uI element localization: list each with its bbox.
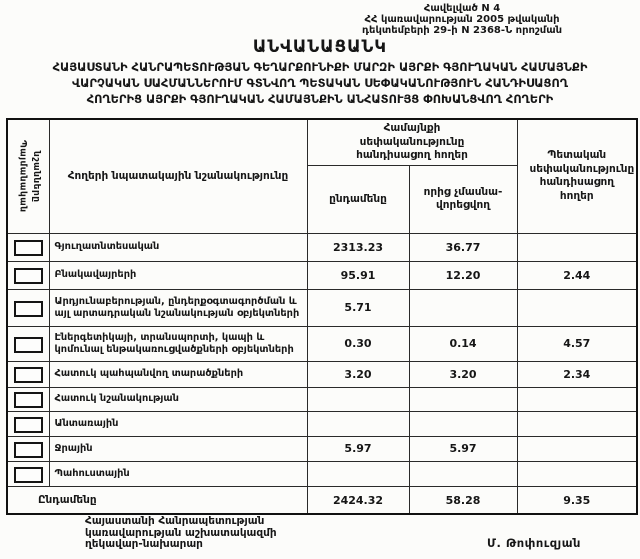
cell-state <box>517 387 637 411</box>
purpose-column-header: Հողերի նպատակային նշանակությունը <box>49 119 307 233</box>
cell-state <box>517 461 637 486</box>
symbols-column-header-label: Պայմանական նշանները <box>17 140 41 213</box>
legend-box-icon <box>14 240 43 256</box>
legend-box-icon <box>14 442 43 458</box>
subtitle-line: ՎԱՐՉԱԿԱՆ ՍԱՀՄԱՆՆԵՐՈՒՄ ԳՏՆՎՈՂ ՊԵՏԱԿԱՆ ՍԵՓԱԿԱՆՈՒԹՅՈՒՆ ՀԱՆԴԻՍԱՑՈՂ <box>72 76 568 90</box>
cell-community-total <box>307 411 409 436</box>
total-nonprivatized: 58.28 <box>409 486 517 514</box>
symbol-cell <box>7 261 49 289</box>
legend-box-icon <box>14 337 43 353</box>
cell-state: 4.57 <box>517 326 637 361</box>
cell-community-total <box>307 387 409 411</box>
row-label: Հատուկ պահպանվող տարածքների <box>49 361 307 387</box>
cell-state: 2.44 <box>517 261 637 289</box>
cell-community-total: 0.30 <box>307 326 409 361</box>
symbol-cell <box>7 411 49 436</box>
symbol-cell <box>7 326 49 361</box>
table-row <box>7 411 637 436</box>
legend-box-icon <box>14 392 43 408</box>
symbol-cell <box>7 387 49 411</box>
annex-note <box>288 3 636 36</box>
cell-nonprivatized: 3.20 <box>409 361 517 387</box>
header-row-group <box>7 119 637 165</box>
cell-nonprivatized <box>409 411 517 436</box>
symbol-cell <box>7 233 49 261</box>
cell-state <box>517 289 637 326</box>
footer-office-line: ղեկավար-նախարար <box>85 538 203 550</box>
table-row <box>7 233 637 261</box>
footer-office-title <box>85 516 277 551</box>
total-state: 9.35 <box>517 486 637 514</box>
total-row <box>7 486 637 514</box>
legend-box-icon <box>14 417 43 433</box>
cell-community-total: 5.71 <box>307 289 409 326</box>
row-label: Գյուղատնտեսական <box>49 233 307 261</box>
land-table <box>6 118 638 515</box>
subtitle-line: ՀՈՂԵՐԻՑ ԱՅՐՔԻ ԳՅՈՒՂԱԿԱՆ ՀԱՄԱՅՆՔԻՆ ԱՆՀԱՏՈՒՅՑ ՓՈԽԱՆՑՎՈՂ ՀՈՂԵՐԻ <box>86 92 554 106</box>
page-title: ԱՆՎԱՆԱՑԱՆԿ <box>252 37 388 56</box>
community-group-header: Համայնքի սեփականությունը հանդիսացող հողեր <box>307 119 517 165</box>
row-label: Էներգետիկայի, տրանսպորտի, կապի և կոմունալ ենթակառուցվածքների օբյեկտների <box>49 326 307 361</box>
subtitle-line: ՀԱՅԱՍՏԱՆԻ ՀԱՆՐԱՊԵՏՈՒԹՅԱՆ ԳԵՂԱՐՔՈՒՆԻՔԻ ՄԱՐԶԻ ԱՅՐՔԻ ԳՅՈՒՂԱԿԱՆ ՀԱՄԱՅՆՔԻ <box>52 60 588 74</box>
cell-nonprivatized: 12.20 <box>409 261 517 289</box>
cell-nonprivatized <box>409 461 517 486</box>
row-label: Բնակավայրերի <box>49 261 307 289</box>
signature-name: Մ. Թոփուզյան <box>487 536 581 550</box>
table-row <box>7 289 637 326</box>
table-body <box>7 233 637 486</box>
subtitle <box>0 59 640 107</box>
state-column-header: Պետական սեփականությունը հանդիսացող հողեր <box>517 119 637 233</box>
table-row <box>7 436 637 461</box>
cell-community-total: 2313.23 <box>307 233 409 261</box>
table-row <box>7 261 637 289</box>
cell-state <box>517 411 637 436</box>
symbol-cell <box>7 461 49 486</box>
legend-box-icon <box>14 268 43 284</box>
cell-state <box>517 436 637 461</box>
symbol-cell <box>7 361 49 387</box>
row-label: Պահուստային <box>49 461 307 486</box>
footer-office-line: կառավարության աշխատակազմի <box>85 526 277 539</box>
cell-state: 2.34 <box>517 361 637 387</box>
row-label: Հատուկ նշանակության <box>49 387 307 411</box>
cell-nonprivatized: 36.77 <box>409 233 517 261</box>
legend-box-icon <box>14 301 43 317</box>
cell-nonprivatized: 5.97 <box>409 436 517 461</box>
symbol-cell <box>7 289 49 326</box>
symbols-column-header <box>7 119 49 233</box>
annex-line: դեկտեմբերի 29-ի N 2368-Ն որոշման <box>361 25 563 36</box>
cell-nonprivatized <box>409 289 517 326</box>
total-label: Ընդամենը <box>7 486 307 514</box>
symbol-cell <box>7 436 49 461</box>
row-label: Ջրային <box>49 436 307 461</box>
cell-community-total <box>307 461 409 486</box>
table-row <box>7 461 637 486</box>
row-label: Անտառային <box>49 411 307 436</box>
annex-line: Հավելված N 4 <box>423 3 501 14</box>
nonprivatized-column-header: որից չմասնա-վորեցվող <box>409 165 517 233</box>
cell-state <box>517 233 637 261</box>
cell-community-total: 3.20 <box>307 361 409 387</box>
table-row <box>7 387 637 411</box>
legend-box-icon <box>14 367 43 383</box>
footer-office-line: Հայաստանի Հանրապետության <box>85 515 265 527</box>
table-row <box>7 326 637 361</box>
cell-nonprivatized: 0.14 <box>409 326 517 361</box>
cell-community-total: 95.91 <box>307 261 409 289</box>
cell-nonprivatized <box>409 387 517 411</box>
row-label: Արդյունաբերության, ընդերքօգտագործման և այլ արտադրական նշանակության օբյեկտների <box>49 289 307 326</box>
total-community-total: 2424.32 <box>307 486 409 514</box>
legend-box-icon <box>14 467 43 483</box>
cell-community-total: 5.97 <box>307 436 409 461</box>
total-column-header: ընդամենը <box>307 165 409 233</box>
annex-line: ՀՀ կառավարության 2005 թվականի <box>364 14 560 25</box>
table-row <box>7 361 637 387</box>
